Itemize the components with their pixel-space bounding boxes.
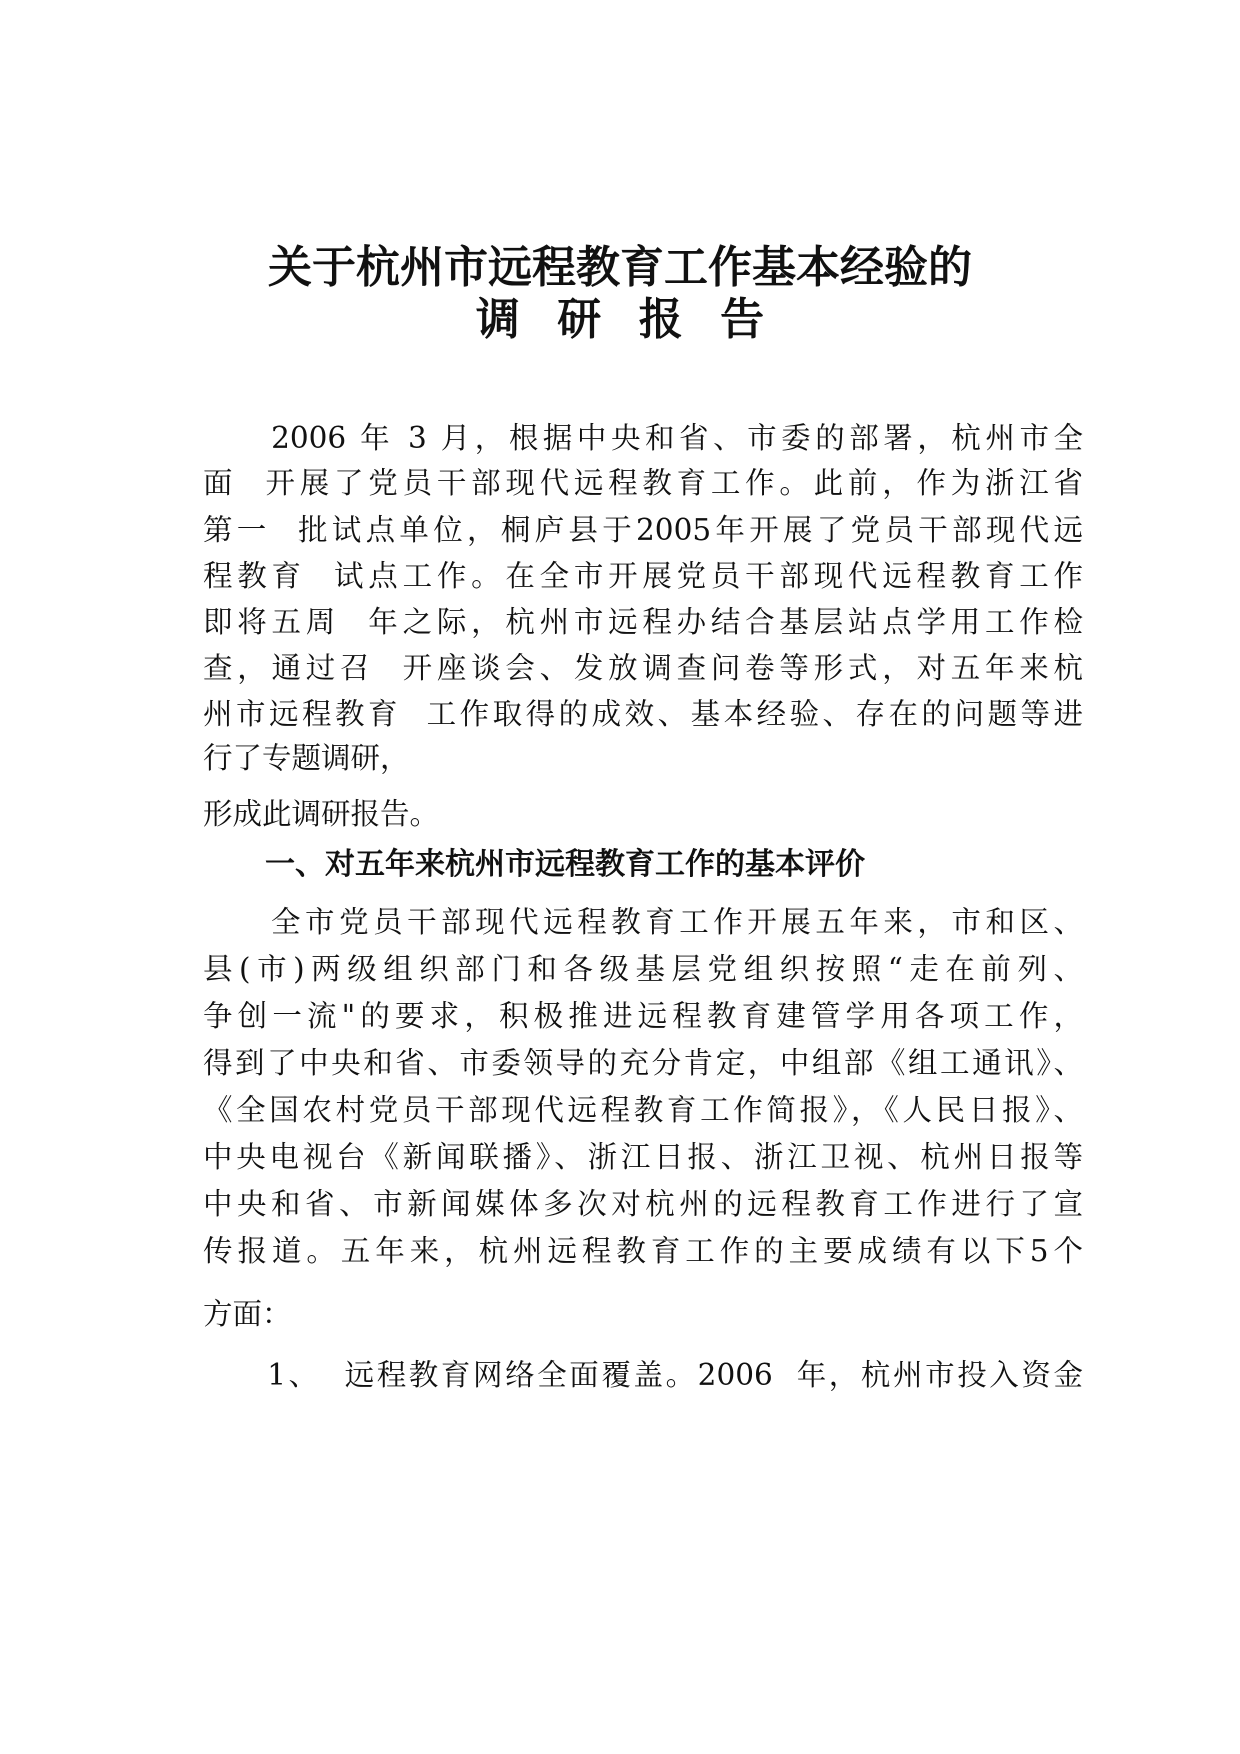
list-item-1: 1、 远程教育网络全面覆盖。2006 年，杭州市投入资金 [203, 1358, 1083, 1392]
section-1-line-7: 中央和省、市新闻媒体多次对杭州的远程教育工作进行了宣 [203, 1187, 1083, 1221]
intro-line-9: 形成此调研报告。 [203, 797, 440, 831]
section-1-heading: 一、对五年来杭州市远程教育工作的基本评价 [265, 847, 865, 882]
intro-line-8: 行了专题调研， [203, 741, 410, 775]
intro-line-7: 州市远程教育 工作取得的成效、基本经验、存在的问题等进 [203, 697, 1083, 731]
document-subtitle: 调研报告 [475, 294, 802, 345]
section-1-line-5: 《全国农村党员干部现代远程教育工作简报》，《人民日报》、 [203, 1093, 1083, 1127]
intro-line-3: 第一 批试点单位，桐庐县于2005年开展了党员干部现代远 [203, 513, 1083, 547]
section-1-line-6: 中央电视台《新闻联播》、浙江日报、浙江卫视、杭州日报等 [203, 1140, 1083, 1174]
intro-line-6: 查，通过召 开座谈会、发放调查问卷等形式，对五年来杭 [203, 651, 1083, 685]
section-1-line-1: 全市党员干部现代远程教育工作开展五年来，市和区、 [203, 905, 1083, 939]
section-1-line-8: 传报道。五年来，杭州远程教育工作的主要成绩有以下5个 [203, 1234, 1083, 1268]
section-1-line-9: 方面： [203, 1297, 292, 1331]
document-title: 关于杭州市远程教育工作基本经验的 [268, 242, 972, 293]
intro-line-4: 程教育 试点工作。在全市开展党员干部现代远程教育工作 [203, 559, 1083, 593]
section-1-line-2: 县(市)两级组织部门和各级基层党组织按照“走在前列、 [203, 952, 1083, 986]
section-1-line-3: 争创一流"的要求，积极推进远程教育建管学用各项工作， [203, 999, 1083, 1033]
intro-line-1: 2006 年 3 月，根据中央和省、市委的部署，杭州市全 [203, 421, 1083, 455]
intro-line-5: 即将五周 年之际，杭州市远程办结合基层站点学用工作检 [203, 605, 1083, 639]
intro-line-2: 面 开展了党员干部现代远程教育工作。此前，作为浙江省 [203, 466, 1083, 500]
section-1-line-4: 得到了中央和省、市委领导的充分肯定，中组部《组工通讯》、 [203, 1046, 1083, 1080]
